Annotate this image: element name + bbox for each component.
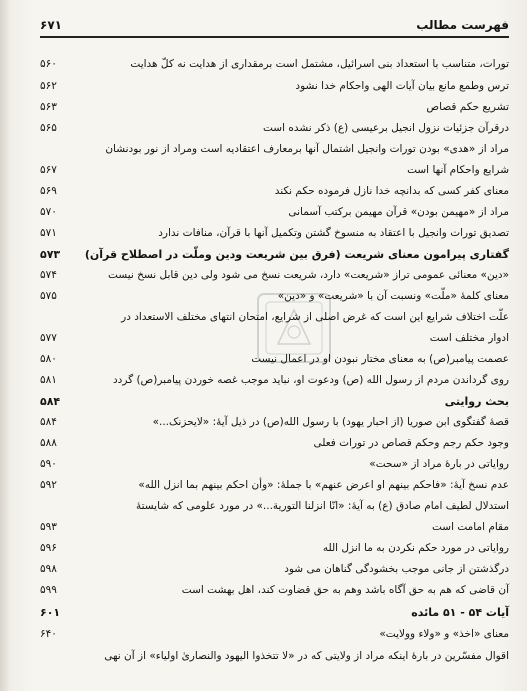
toc-entry (40, 78, 509, 98)
toc-entry-page: ۵۸۴ (40, 416, 57, 428)
toc-entry-text: ادوار مختلف است (429, 332, 509, 344)
toc-entry (40, 56, 509, 76)
toc-entry-text: تشریع حکم قصاص (426, 101, 509, 113)
toc-entry (40, 414, 509, 434)
toc-entry-page: ۵۷۱ (40, 227, 57, 239)
toc-entry-page: ۵۹۹ (40, 584, 57, 596)
toc-entry-page: ۶۴۰ (40, 628, 57, 640)
toc-entry (40, 435, 509, 455)
toc-entry-page: ۵۹۲ (40, 479, 57, 491)
toc-entry (40, 540, 509, 560)
toc-entry-page: ۵۶۳ (40, 101, 57, 113)
toc-entry-text: اقوال مفسّرین در بارهٔ اینکه مراد از ولایتی که در «لا تتخذوا الیهود والنصاریٰ اولیاء» از آن نهی (104, 650, 509, 662)
toc-entry-text: مقام امامت است (431, 521, 509, 533)
toc-entry (40, 225, 509, 245)
toc-entry-page: ۵۹۸ (40, 563, 57, 575)
toc-entry-text: مراد از «هدی» بودن تورات وانجیل اشتمال آنها برمعارف اعتقادیه است ومراد از نور بودنشان (105, 143, 509, 155)
toc-entry-text: «دین» معنائی عمومی تراز «شریعت» دارد، شریعت نسخ می شود ولی دین قابل نسخ نیست (108, 269, 509, 281)
toc-entry (40, 582, 509, 602)
page-title: فهرست مطالب (416, 18, 509, 32)
toc-entry-text: روایاتی در بارهٔ مراد از «سحت» (369, 458, 509, 470)
toc-entry-text: شرایع واحکام آنها است (407, 164, 509, 176)
toc-entry (40, 477, 509, 497)
toc-entry-text: بحث روایتی (444, 395, 509, 408)
toc-entry-text: عدم نسخ آیهٔ: «فاحکم بینهم او اعرض عنهم» با جملهٔ: «وأن احکم بینهم بما انزل الله» (138, 479, 509, 491)
toc-entry (40, 498, 509, 518)
toc-entry-text: ترس وطمع مانع بیان آیات الهی واحکام خدا نشود (295, 80, 509, 92)
toc-entry-text: آیات ۵۴ - ۵۱ مائده (411, 606, 509, 619)
toc-entry (40, 246, 509, 266)
toc-entry-page: ۵۶۷ (40, 164, 57, 176)
toc-entry-page: ۵۸۴ (40, 395, 61, 408)
toc-entry-text: آن قاضی که هم به حق آگاه باشد وهم به حق قضاوت کند، اهل بهشت است (181, 584, 509, 596)
toc-entry-text: گفتاری پیرامون معنای شریعت (فرق بین شریعت ودین وملّت در اصطلاح قرآن) (84, 248, 509, 261)
toc-entry-text: علّت اختلاف شرایع این است که غرض اصلی از شرایع، امتحان انتهای مختلف الاستعداد در (121, 311, 509, 323)
toc-entry (40, 141, 509, 161)
toc-entry (40, 456, 509, 476)
toc-entry (40, 604, 509, 624)
toc-entry-text: استدلال لطیف امام صادق (ع) به آیهٔ: «انّا انزلنا التوریة...» در مورد علومی که شایستهٔ (135, 500, 509, 512)
toc-entry-text: تورات، متناسب با استعداد بنی اسرائیل، مشتمل است برمقداری از هدایت نه کلّ هدایت (130, 58, 509, 70)
toc-entry-page: ۵۹۶ (40, 542, 57, 554)
toc-entry (40, 204, 509, 224)
toc-entry (40, 648, 509, 668)
toc-entry (40, 393, 509, 413)
toc-entry-text: درقرآن جزئیات نزول انجیل برعیسی (ع) ذکر نشده است (262, 122, 509, 134)
toc-entry (40, 99, 509, 119)
toc-entry-text: تصدیق تورات وانجیل با اعتقاد به منسوخ گشتن وتکمیل آنها با قرآن، منافات ندارد (158, 227, 509, 239)
toc-entry-page: ۵۸۸ (40, 437, 57, 449)
toc-entry (40, 288, 509, 308)
toc-entry-page: ۵۷۰ (40, 206, 57, 218)
toc-entry-text: روایاتی در مورد حکم نکردن به ما انزل الله (322, 542, 509, 554)
toc-entry-text: وجود حکم رجم وحکم قصاص در تورات فعلی (313, 437, 509, 449)
toc-entry-page: ۵۷۴ (40, 269, 57, 281)
toc-entry (40, 561, 509, 581)
toc-entry-page: ۵۹۳ (40, 521, 57, 533)
toc-entry (40, 183, 509, 203)
toc-entry-text: قصهٔ گفتگوی ابن صوریا (از احبار یهود) با رسول الله(ص) در ذیل آیهٔ: «لایحزنک...» (152, 416, 509, 428)
toc-entry-text: معنای کفر کسی که بدانچه خدا نازل فرموده حکم نکند (274, 185, 509, 197)
toc-entry-page: ۵۸۱ (40, 374, 57, 386)
toc-entry (40, 372, 509, 392)
toc-entry (40, 162, 509, 182)
toc-entry-page: ۵۷۳ (40, 248, 61, 261)
toc-entry-text: درگذشتن از جانی موجب بخشودگی گناهان می شود (284, 563, 509, 575)
toc-entry-page: ۶۰۱ (40, 606, 61, 619)
toc-entry (40, 120, 509, 140)
toc-entry-page: ۵۶۵ (40, 122, 57, 134)
toc-entry-page: ۵۹۰ (40, 458, 57, 470)
toc-entry (40, 626, 509, 646)
toc-entry-text: معنای کلمهٔ «ملّت» ونسبت آن با «شریعت» و «دین» (277, 290, 509, 302)
toc-entry-page: ۵۶۰ (40, 58, 57, 70)
toc-entry-page: ۵۷۷ (40, 332, 57, 344)
toc-entry (40, 330, 509, 350)
toc-entry-page: ۵۸۰ (40, 353, 57, 365)
toc-entry-text: معنای «اخذ» و «ولاء وولایت» (379, 628, 509, 640)
page-number: ۶۷۱ (40, 18, 62, 32)
toc-entry-text: عصمت پیامبر(ص) به معنای مختار نبودن او در اعمال نیست (251, 353, 509, 365)
toc-entry-page: ۵۶۲ (40, 80, 57, 92)
toc-entry-page: ۵۷۵ (40, 290, 57, 302)
toc-entry (40, 351, 509, 371)
toc-entry (40, 519, 509, 539)
toc-entry-text: روی گرداندن مردم از رسول الله (ص) ودعوت او، نباید موجب غصه خوردن پیامبر(ص) گردد (112, 374, 509, 386)
toc-entry (40, 309, 509, 329)
toc-entry (40, 267, 509, 287)
toc-entry-page: ۵۶۹ (40, 185, 57, 197)
toc-entry-text: مراد از «مهیمن بودن» قرآن مهیمن برکتب آسمانی (288, 206, 509, 218)
